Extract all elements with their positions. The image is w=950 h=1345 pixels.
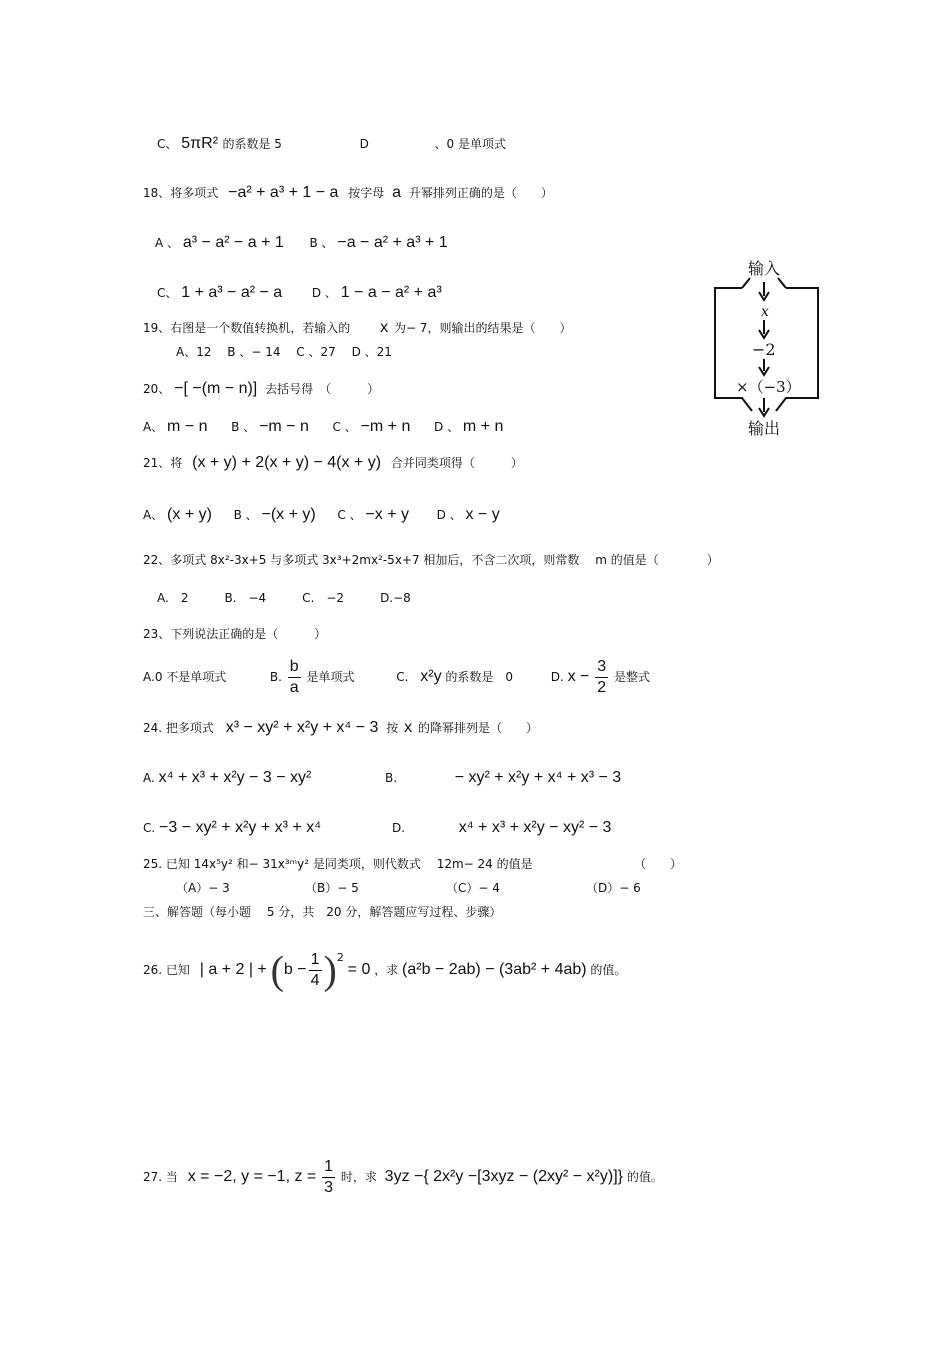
x-label: x — [761, 304, 769, 320]
q21-opt-a: A、 — [143, 508, 164, 522]
q24-expr: x³ − xy² + x²y + x⁴ − 3 — [225, 719, 379, 736]
q21-suffix: 合并同类项得（ ） — [390, 456, 523, 470]
q20-stem — [143, 379, 379, 399]
q27 — [143, 1154, 663, 1200]
q17-opt-c-text: 的系数是 5 — [222, 137, 282, 151]
q17-opt-c-expr: 5πR² — [181, 135, 223, 152]
q24-opt-c-expr: −3 − xy² + x²y + x³ + x⁴ — [159, 819, 322, 836]
q24-option-b — [385, 768, 621, 788]
converter-right-funnel — [778, 278, 786, 288]
q24-opt-d: D. — [392, 821, 406, 835]
q21-stem — [143, 453, 523, 473]
q24-mid: 按 — [386, 721, 399, 735]
q23-opt-d-pre: D. — [550, 670, 564, 684]
q18-opt-a-expr: a³ − a² − a + 1 — [182, 234, 284, 251]
q23-opt-d-expr: x − — [567, 668, 590, 685]
q24-option-d — [392, 818, 611, 838]
q26-mid: ，求 — [374, 963, 399, 977]
q24-suffix: 的降幂排列是（ ） — [417, 721, 538, 735]
q26-frac-num: 1 — [309, 950, 322, 971]
q24-option-c — [143, 818, 321, 838]
q17-opt-c-label: C、 — [157, 137, 178, 151]
q21-opt-b: B 、 — [233, 508, 258, 522]
q21-opt-c: C 、 — [337, 508, 362, 522]
q21-expr: (x + y) + 2(x + y) − 4(x + y) — [192, 454, 382, 471]
converter-left-funnel — [742, 278, 750, 288]
q20-expr: −[ −(m − n)] — [174, 380, 258, 397]
q22-options: A. 2 B. −4 C. −2 D.−8 — [157, 591, 411, 605]
q18-opt-b: B 、 — [309, 236, 334, 250]
q23-options — [143, 654, 650, 700]
q23-opt-d-den: 2 — [597, 679, 607, 696]
q24-opt-a: A. — [143, 771, 155, 785]
q20-suffix: 去括号得 （ ） — [265, 382, 380, 396]
q26-right-paren: ) — [323, 947, 337, 993]
q18-var: a — [392, 184, 401, 201]
q24-opt-b-expr: − xy² + x²y + x⁴ + x³ − 3 — [454, 769, 622, 786]
q21-options — [143, 505, 500, 525]
q26 — [143, 940, 626, 996]
q18-opt-c-expr: 1 + a³ − a² − a — [181, 284, 283, 301]
q18-opt-d: D 、 — [311, 286, 337, 300]
q18-row1 — [155, 233, 448, 253]
q22-stem: 22、多项式 8x²-3x+5 与多项式 3x³+2mx²-5x+7 相加后，不含二次项，则常数 m 的值是（ ） — [143, 553, 719, 567]
q18-prefix: 18、将多项式 — [143, 186, 219, 200]
q24-stem — [143, 718, 538, 738]
q18-suffix2: 升幂排列正确的是（ ） — [408, 186, 553, 200]
q17-options — [157, 134, 506, 154]
q23-stem: 23、下列说法正确的是（ ） — [143, 627, 327, 641]
q18-opt-c: C、 — [157, 286, 178, 300]
q20-opt-a: A、 — [143, 420, 164, 434]
q27-mid: 时，求 — [340, 1170, 377, 1184]
q25-opt-c: （C）− 4 — [446, 881, 500, 895]
q24-option-a — [143, 768, 311, 788]
q21-prefix: 21、将 — [143, 456, 183, 470]
q26-square: 2 — [336, 951, 344, 964]
q21-opt-d-expr: x − y — [465, 506, 500, 523]
q23-opt-b-post: 是单项式 — [306, 670, 355, 684]
q18-row2 — [157, 283, 442, 303]
section-3-title: 三、解答题（每小题 5 分，共 20 分，解答题应写过程、步骤） — [143, 905, 502, 919]
q27-prefix: 27. 当 — [143, 1170, 178, 1184]
q24-opt-c: C. — [143, 821, 156, 835]
q27-frac-den: 3 — [324, 1179, 333, 1196]
q19-options: A、12 B 、− 14 C 、27 D 、21 — [176, 345, 392, 359]
q20-opt-d-expr: m + n — [462, 418, 504, 435]
q20-opt-b-expr: −m − n — [259, 418, 309, 435]
q23-opt-b-fraction — [288, 657, 301, 698]
q19-var: x — [380, 319, 389, 336]
q26-left-paren: ( — [270, 947, 284, 993]
q23-opt-c-expr: x²y — [420, 668, 442, 685]
q23-opt-a: A.0 不是单项式 — [143, 670, 227, 684]
q21-opt-c-expr: −x + y — [365, 506, 409, 523]
q25-opt-b: （B）− 5 — [305, 881, 359, 895]
q23-opt-b-pre: B. — [269, 670, 282, 684]
q25-stem: 25. 已知 14x⁵y² 和− 31x³ᵐy² 是同类项，则代数式 12m− 24 的值是 — [143, 857, 533, 871]
q25-answer-paren: （ ） — [634, 857, 683, 871]
q27-expr1: x = −2, y = −1, z = — [187, 1168, 317, 1185]
q26-expr1: | a + 2 | + — [199, 961, 267, 978]
q19-stem2: 为− 7，则输出的结果是（ ） — [393, 321, 572, 335]
input-label: 输入 — [748, 259, 781, 278]
q20-prefix: 20、 — [143, 382, 171, 396]
q27-fraction — [322, 1157, 335, 1198]
q17-opt-d-text: 、0 是单项式 — [434, 137, 506, 151]
q27-frac-num: 1 — [322, 1157, 335, 1178]
q19-stem — [143, 318, 571, 338]
q20-opt-d: D 、 — [434, 420, 460, 434]
q18-opt-b-expr: −a − a² + a³ + 1 — [337, 234, 448, 251]
q25-opt-d: （D）− 6 — [586, 881, 641, 895]
q21-opt-b-expr: −(x + y) — [261, 506, 316, 523]
q19-stem-text: 19、右图是一个数值转换机，若输入的 — [143, 321, 351, 335]
q26-expr4: (a²b − 2ab) − (3ab² + 4ab) — [402, 961, 587, 978]
q26-expr3: = 0 — [347, 961, 371, 978]
q26-expr2: b − — [283, 961, 307, 978]
q18-opt-d-expr: 1 − a − a² + a³ — [340, 284, 442, 301]
q21-opt-d: D 、 — [436, 508, 462, 522]
converter-svg — [708, 258, 868, 438]
q26-prefix: 26. 已知 — [143, 963, 190, 977]
q18-suffix1: 按字母 — [348, 186, 385, 200]
number-converter-diagram — [708, 258, 868, 441]
q27-suffix: 的值。 — [626, 1170, 663, 1184]
q25-opt-a: （A）− 3 — [176, 881, 230, 895]
q20-opt-c: C 、 — [332, 420, 357, 434]
q24-prefix: 24. 把多项式 — [143, 721, 214, 735]
q24-opt-a-expr: x⁴ + x³ + x²y − 3 − xy² — [158, 769, 312, 786]
q26-fraction — [309, 950, 322, 991]
q23-opt-d-post: 是整式 — [613, 670, 650, 684]
q20-opt-a-expr: m − n — [167, 418, 208, 435]
q26-suffix: 的值。 — [590, 963, 627, 977]
output-label: 输出 — [748, 419, 781, 438]
q21-opt-a-expr: (x + y) — [167, 506, 212, 523]
q23-opt-d-num: 3 — [595, 657, 608, 678]
step-minus-2: −2 — [752, 340, 776, 359]
q20-options — [143, 417, 503, 437]
q27-expr2: 3yz −{ 2x²y −[3xyz − (2xy² − x²y)]} — [384, 1168, 623, 1185]
q20-opt-c-expr: −m + n — [360, 418, 411, 435]
q18-opt-a: A 、 — [155, 236, 180, 250]
q18-expr: −a² + a³ + 1 − a — [228, 184, 339, 201]
q23-opt-c-pre: C. — [396, 670, 409, 684]
q26-frac-den: 4 — [310, 972, 320, 989]
q17-opt-d-label: D — [359, 137, 369, 151]
q18-stem — [143, 183, 553, 203]
step-times-minus-3: ×（−3） — [736, 378, 801, 396]
q23-opt-d-fraction — [595, 657, 608, 698]
q23-opt-c-post: 的系数是 0 — [445, 670, 514, 684]
q24-var: x — [404, 719, 413, 736]
q23-opt-b-den: a — [289, 679, 299, 696]
q24-opt-b: B. — [385, 771, 398, 785]
q20-opt-b: B 、 — [231, 420, 256, 434]
q23-opt-b-num: b — [288, 657, 301, 678]
q24-opt-d-expr: x⁴ + x³ + x²y − xy² − 3 — [458, 819, 612, 836]
